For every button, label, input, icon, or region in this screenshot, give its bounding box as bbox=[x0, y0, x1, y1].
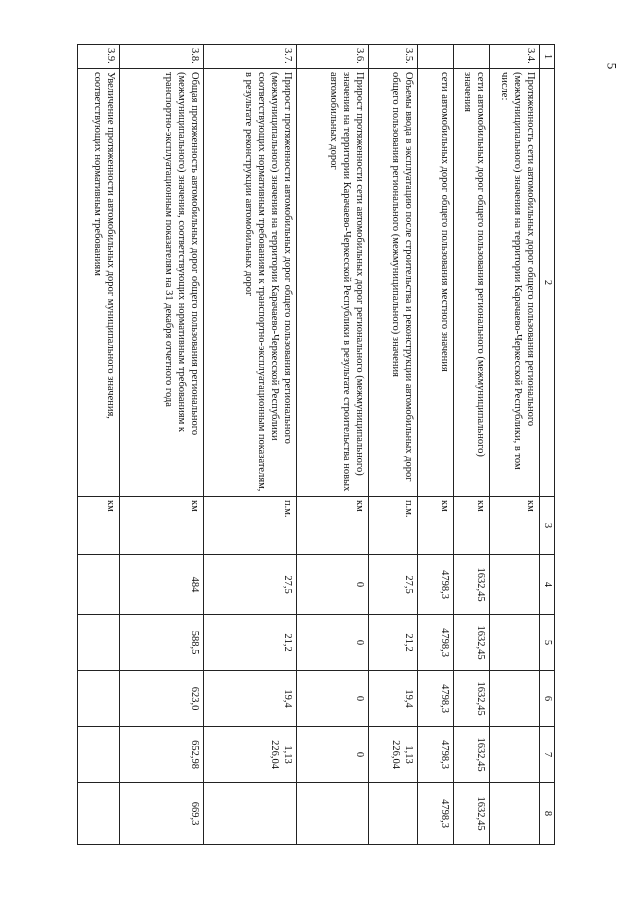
row-unit: км bbox=[454, 497, 490, 555]
rotated-page-content bbox=[80, 44, 555, 844]
row-description: сети автомобильных дорог общего пользования регионального (межмуниципального) значения bbox=[454, 69, 490, 497]
row-number bbox=[418, 45, 454, 69]
cell-value: 27,5 bbox=[369, 555, 418, 615]
table-row bbox=[78, 45, 120, 845]
cell-value bbox=[78, 727, 120, 783]
cell-value bbox=[78, 783, 120, 845]
col-header: 7 bbox=[540, 727, 555, 783]
cell-value: 484 bbox=[120, 555, 204, 615]
cell-value: 4798,3 bbox=[418, 615, 454, 671]
table-row bbox=[369, 45, 418, 845]
col-header: 3 bbox=[540, 497, 555, 555]
row-unit: км bbox=[120, 497, 204, 555]
cell-value: 652,98 bbox=[120, 727, 204, 783]
cell-value: 0 bbox=[297, 671, 369, 727]
cell-value: 27,5 bbox=[204, 555, 297, 615]
row-description: Протяженность сети автомобильных дорог общего пользования регионального (межмуниципального) значения на территории Карачаево-Черкесской Республики, в том числе: bbox=[490, 69, 540, 497]
page-number: 5 bbox=[604, 62, 620, 70]
cell-value: 623,0 bbox=[120, 671, 204, 727]
cell-value bbox=[78, 555, 120, 615]
row-unit: п.м. bbox=[369, 497, 418, 555]
row-description: Прирост протяженности сети автомобильных дорог регионального (межмуниципального) значения на территории Карачаево-Черкесской Республики в результате строительства новых автомобильных дорог bbox=[297, 69, 369, 497]
table-row bbox=[454, 45, 490, 845]
cell-value: 1632,45 bbox=[454, 615, 490, 671]
row-description: сети автомобильных дорог общего пользования местного значения bbox=[418, 69, 454, 497]
cell-value: 1,13 226,04 bbox=[369, 727, 418, 783]
cell-value: 4798,3 bbox=[418, 555, 454, 615]
table-row bbox=[120, 45, 204, 845]
cell-value: 1632,45 bbox=[454, 783, 490, 845]
cell-value: 0 bbox=[297, 727, 369, 783]
cell-value bbox=[490, 615, 540, 671]
cell-value bbox=[297, 783, 369, 845]
col-header: 1 bbox=[540, 45, 555, 69]
cell-value: 1632,45 bbox=[454, 671, 490, 727]
cell-value: 1,13 226,04 bbox=[204, 727, 297, 783]
header-row bbox=[540, 45, 555, 845]
col-header: 5 bbox=[540, 615, 555, 671]
cell-value bbox=[204, 783, 297, 845]
row-number: 3.7. bbox=[204, 45, 297, 69]
row-number: 3.5. bbox=[369, 45, 418, 69]
row-description: Увеличение протяженности автомобильных дорог муниципального значения, соответствующих нормативным требованиям bbox=[78, 69, 120, 497]
row-number: 3.8. bbox=[120, 45, 204, 69]
cell-value: 4798,3 bbox=[418, 727, 454, 783]
cell-value: 1632,45 bbox=[454, 727, 490, 783]
cell-value: 21,2 bbox=[369, 615, 418, 671]
row-description: Общая протяженность автомобильных дорог общего пользования регионального (межмуниципального) значения, соответствующих нормативным требованиям к транспортно-эксплуатационным показателям на 31 декабря отчетного года bbox=[120, 69, 204, 497]
cell-value: 21,2 bbox=[204, 615, 297, 671]
cell-value bbox=[490, 555, 540, 615]
row-number: 3.6. bbox=[297, 45, 369, 69]
col-header: 2 bbox=[540, 69, 555, 497]
cell-value: 1632,45 bbox=[454, 555, 490, 615]
cell-value bbox=[369, 783, 418, 845]
cell-value: 19,4 bbox=[369, 671, 418, 727]
cell-value: 19,4 bbox=[204, 671, 297, 727]
row-unit: км bbox=[78, 497, 120, 555]
row-description: Прирост протяженности автомобильных дорог общего пользования регионального (межмуниципального) значения на территории Карачаево-Черкесской Республики соответствующих нормативным требованиям к транспортно-эксплуатационным показателям, в результате реконструкции автомобильных дорог bbox=[204, 69, 297, 497]
col-header: 6 bbox=[540, 671, 555, 727]
table-row bbox=[204, 45, 297, 845]
row-unit: п.м. bbox=[204, 497, 297, 555]
cell-value bbox=[490, 727, 540, 783]
table-row bbox=[297, 45, 369, 845]
row-unit: км bbox=[297, 497, 369, 555]
cell-value: 669,3 bbox=[120, 783, 204, 845]
cell-value: 0 bbox=[297, 555, 369, 615]
row-unit: км bbox=[490, 497, 540, 555]
table-row bbox=[418, 45, 454, 845]
indicators-table bbox=[77, 44, 555, 845]
row-number bbox=[454, 45, 490, 69]
cell-value bbox=[78, 671, 120, 727]
cell-value: 4798,3 bbox=[418, 783, 454, 845]
cell-value: 588,5 bbox=[120, 615, 204, 671]
row-number: 3.4. bbox=[490, 45, 540, 69]
cell-value: 0 bbox=[297, 615, 369, 671]
row-unit: км bbox=[418, 497, 454, 555]
cell-value bbox=[490, 671, 540, 727]
col-header: 8 bbox=[540, 783, 555, 845]
row-description: Объемы ввода в эксплуатацию после строительства и реконструкции автомобильных дорог общего пользования регионального (межмуниципального) значения bbox=[369, 69, 418, 497]
cell-value bbox=[490, 783, 540, 845]
table-row bbox=[490, 45, 540, 845]
col-header: 4 bbox=[540, 555, 555, 615]
cell-value: 4798,3 bbox=[418, 671, 454, 727]
row-number: 3.9. bbox=[78, 45, 120, 69]
cell-value bbox=[78, 615, 120, 671]
